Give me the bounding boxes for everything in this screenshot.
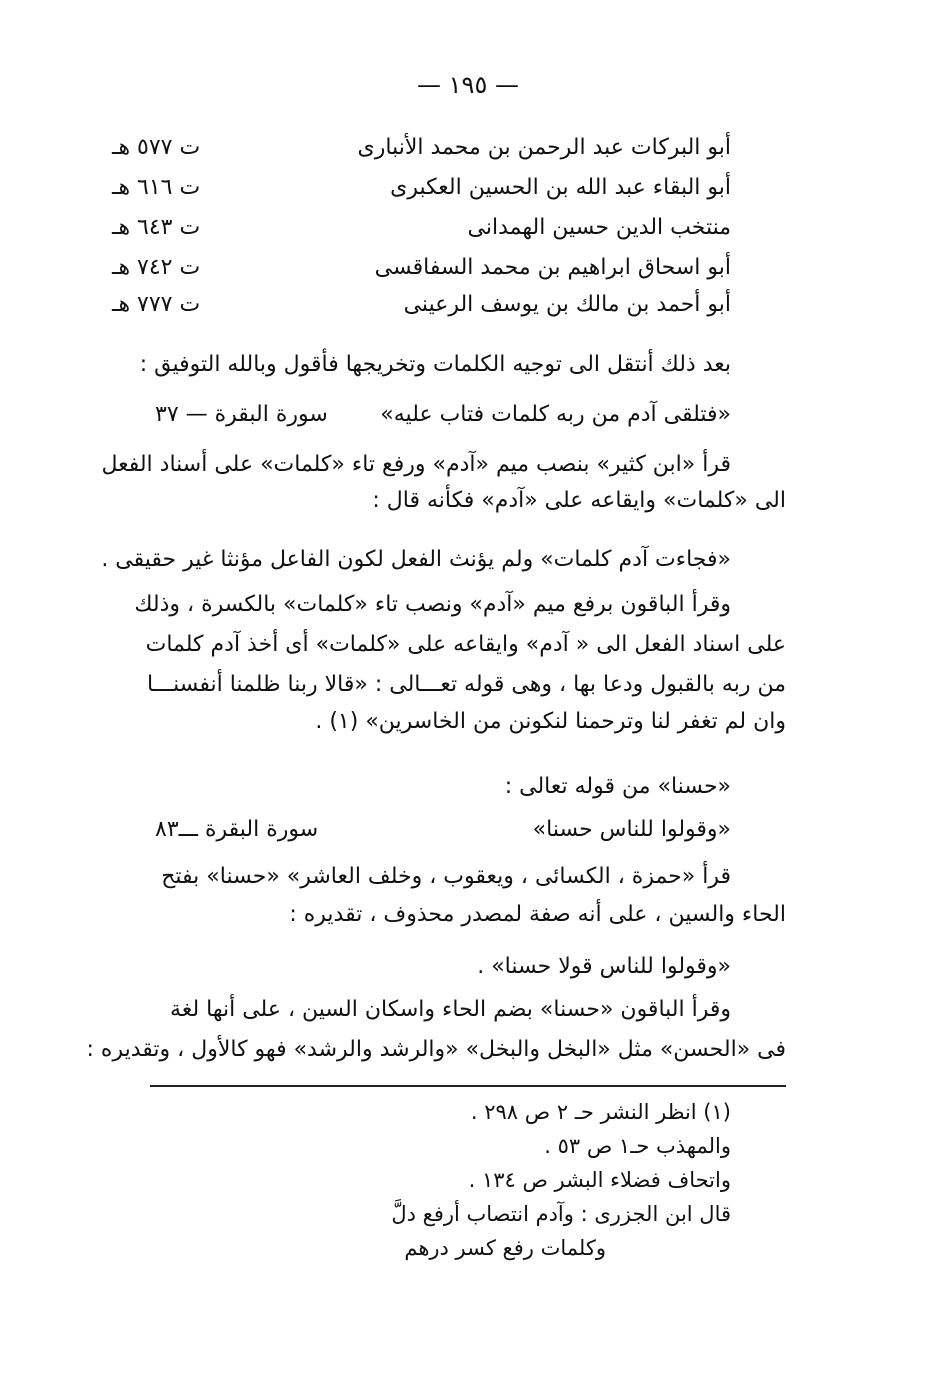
footnote-line: وكلمات رفع كسر درهم xyxy=(404,1236,606,1260)
scholar-name: أبو البقاء عبد الله بن الحسين العكبرى xyxy=(390,175,731,200)
verse-quote: «فتلقى آدم من ربه كلمات فتاب عليه» xyxy=(380,402,731,427)
verse-quote: «وقولوا للناس حسنا» xyxy=(532,817,731,842)
scholar-name: أبو أحمد بن مالك بن يوسف الرعينى xyxy=(403,292,731,317)
quote-line: «وقولوا للناس قولا حسنا» . xyxy=(477,954,731,979)
footnote-line: واتحاف فضلاء البشر ص ١٣٤ . xyxy=(468,1168,731,1192)
scholar-name: أبو اسحاق ابراهيم بن محمد السفاقسى xyxy=(374,255,731,280)
paragraph-line: وان لم تغفر لنا وترحمنا لنكونن من الخاسرين» (١) . xyxy=(315,709,786,734)
paragraph-line: الحاء والسين ، على أنه صفة لمصدر محذوف ، تقديره : xyxy=(289,902,786,927)
paragraph-line: على اسناد الفعل الى « آدم» وايقاعه على «كلمات» أى أخذ آدم كلمات xyxy=(145,632,786,657)
scholar-death-date: ت ٦٤٣ هـ xyxy=(112,215,201,240)
paragraph-line: فى «الحسن» مثل «البخل والبخل» «والرشد والرشد» فهو كالأول ، وتقديره : xyxy=(86,1037,786,1062)
paragraph-line: وقرأ الباقون برفع ميم «آدم» ونصب تاء «كلمات» بالكسرة ، وذلك xyxy=(134,592,731,617)
paragraph-line: من ربه بالقبول ودعا بها ، وهى قوله تعـــالى : «قالا ربنا ظلمنا أنفسنـــا xyxy=(147,672,786,697)
footnote-line: (١) انظر النشر حـ ٢ ص ٢٩٨ . xyxy=(470,1100,731,1124)
surah-reference: سورة البقرة — ٣٧ xyxy=(155,402,328,427)
paragraph-line: قرأ «حمزة ، الكسائى ، ويعقوب ، وخلف العاشر» «حسنا» بفتح xyxy=(161,864,731,889)
scholar-name: منتخب الدين حسين الهمدانى xyxy=(467,215,731,240)
scholar-death-date: ت ٧٧٧ هـ xyxy=(112,292,201,317)
paragraph-line: وقرأ الباقون «حسنا» بضم الحاء واسكان السين ، على أنها لغة xyxy=(170,997,731,1022)
footnote-line: والمهذب حـ١ ص ٥٣ . xyxy=(544,1134,731,1158)
footnote-line: قال ابن الجزرى : وآدم انتصاب أرفع دلَّ xyxy=(391,1202,731,1226)
paragraph-line: الى «كلمات» وايقاعه على «آدم» فكأنه قال : xyxy=(372,488,786,513)
section-heading: «حسنا» من قوله تعالى : xyxy=(504,774,731,799)
page-number: — ١٩٥ — xyxy=(417,71,519,99)
scholar-death-date: ت ٦١٦ هـ xyxy=(112,175,201,200)
quote-line: «فجاءت آدم كلمات» ولم يؤنث الفعل لكون الفاعل مؤنثا غير حقيقى . xyxy=(101,547,731,572)
intro-paragraph: بعد ذلك أنتقل الى توجيه الكلمات وتخريجها فأقول وبالله التوفيق : xyxy=(139,352,731,377)
scholar-death-date: ت ٧٤٢ هـ xyxy=(112,255,201,280)
paragraph-line: قرأ «ابن كثير» بنصب ميم «آدم» ورفع تاء «كلمات» على أسناد الفعل xyxy=(101,452,731,477)
scholar-death-date: ت ٥٧٧ هـ xyxy=(112,135,201,160)
scholar-name: أبو البركات عبد الرحمن بن محمد الأنبارى xyxy=(357,135,731,160)
footnote-separator xyxy=(150,1085,786,1087)
surah-reference: سورة البقرة ـــ٨٣ xyxy=(155,817,319,842)
